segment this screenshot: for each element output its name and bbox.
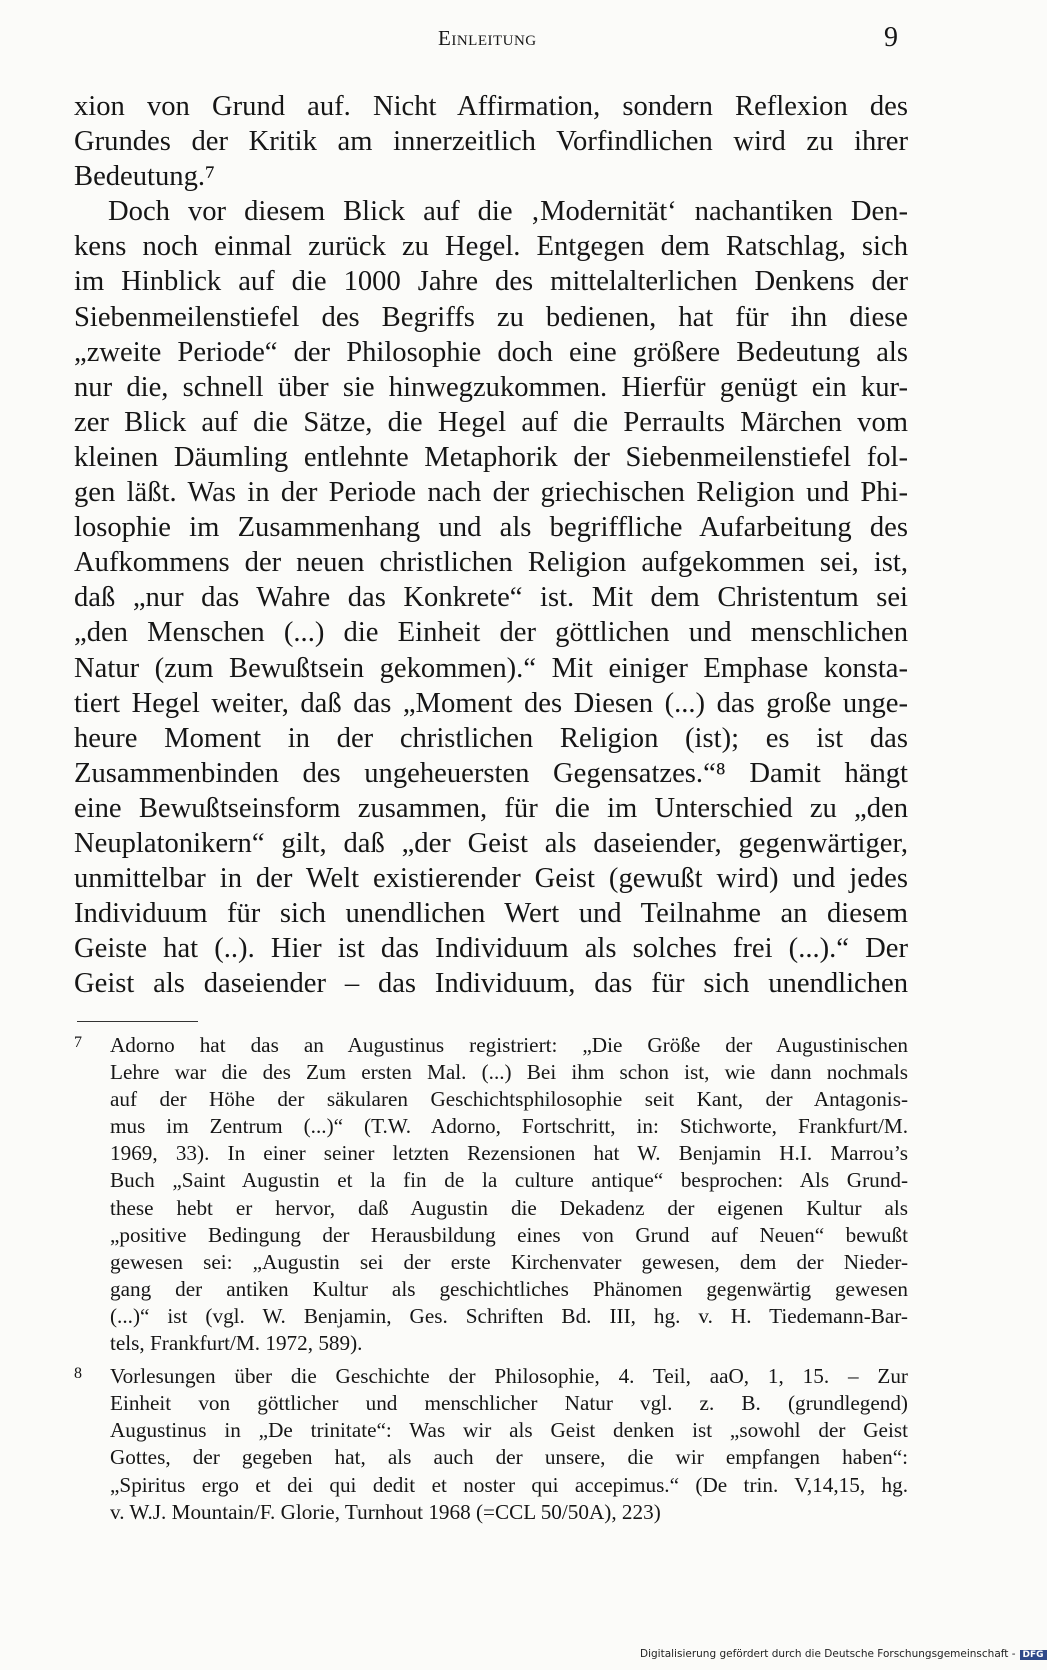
body-line: Zusammenbinden des ungeheuersten Gegensatzes.“⁸ Damit hängt — [74, 757, 908, 789]
body-line: Grundes der Kritik am innerzeitlich Vorfindlichen wird zu ihrer — [74, 126, 908, 158]
body-line: Bedeutung.⁷ — [74, 161, 216, 193]
footnote-line: (...)“ ist (vgl. W. Benjamin, Ges. Schriften Bd. III, hg. v. H. Tiedemann-Bar- — [110, 1303, 908, 1328]
footnote-line: Vorlesungen über die Geschichte der Philosophie, 4. Teil, aaO, 1, 15. – Zur — [110, 1364, 908, 1389]
footnote-number: 7 — [74, 1034, 82, 1051]
body-line: „zweite Periode“ der Philosophie doch eine größere Bedeutung als — [74, 336, 908, 368]
body-line: Natur (zum Bewußtsein gekommen).“ Mit einiger Emphase konsta- — [74, 652, 908, 684]
footnote-line: Augustinus in „De trinitate“: Was wir als Geist denken ist „sowohl der Geist — [110, 1418, 908, 1443]
footnote-line: gang der antiken Kultur als geschichtliches Phänomen gegenwärtig gewesen — [110, 1276, 908, 1301]
footnote-line: Buch „Saint Augustin et la fin de la culture antique“ besprochen: Als Grund- — [110, 1168, 908, 1193]
running-head: Einleitung — [438, 26, 537, 50]
body-line: zer Blick auf die Sätze, die Hegel auf die Perraults Märchen vom — [74, 406, 908, 438]
footnote-number: 8 — [74, 1365, 82, 1383]
body-line: kleinen Däumling entlehnte Metaphorik der Siebenmeilenstiefel fol- — [74, 441, 908, 473]
body-line: eine Bewußtseinsform zusammen, für die im Unterschied zu „den — [74, 792, 908, 824]
footnote-line: tels, Frankfurt/M. 1972, 589). — [110, 1331, 363, 1356]
body-line: Aufkommens der neuen christlichen Religion aufgekommen sei, ist, — [74, 547, 908, 579]
footnote-line: these hebt er hervor, daß Augustin die Dekadenz der eigenen Kultur als — [110, 1195, 908, 1220]
body-text — [74, 89, 908, 1001]
footnote-line: Gottes, der gegeben hat, als auch der unsere, die wir empfangen haben“: — [110, 1445, 908, 1470]
dfg-logo-icon: DFG — [1020, 1650, 1047, 1660]
body-line: Neuplatonikern“ gilt, daß „der Geist als daseiender, gegenwärtiger, — [74, 827, 908, 859]
footnote-8 — [74, 1363, 908, 1526]
page-number: 9 — [884, 22, 898, 53]
footnote-separator — [77, 1021, 198, 1022]
body-line: xion von Grund auf. Nicht Affirmation, sondern Reflexion des — [74, 91, 908, 122]
body-line: nur die, schnell über sie hinwegzukommen. Hierfür genügt ein kur- — [74, 371, 908, 403]
footnote-line: 1969, 33). In einer seiner letzten Rezensionen hat W. Benjamin H.I. Marrou’s — [110, 1141, 908, 1166]
body-line: Geist als daseiender – das Individuum, das für sich unendlichen — [74, 968, 908, 1000]
body-line: gen läßt. Was in der Periode nach der griechischen Religion und Phi- — [74, 477, 908, 509]
body-line: Geiste hat (..). Hier ist das Individuum als solches frei (...).“ Der — [74, 933, 908, 965]
footnote-line: Lehre war die des Zum ersten Mal. (...) Bei ihm schon ist, wie dann nochmals — [110, 1060, 908, 1085]
body-line: Siebenmeilenstiefel des Begriffs zu bedienen, hat für ihn diese — [74, 301, 908, 333]
footnote-line: gewesen sei: „Augustin sei der erste Kirchenvater gewesen, dem der Nieder- — [110, 1249, 908, 1274]
body-line: heure Moment in der christlichen Religion (ist); es ist das — [74, 722, 908, 754]
footnotes — [74, 1032, 908, 1526]
footnote-line: auf der Höhe der säkularen Geschichtsphilosophie seit Kant, der Antagonis- — [110, 1087, 908, 1112]
footnote-line: „Spiritus ergo et dei qui dedit et noster qui accepimus.“ (De trin. V,14,15, hg. — [110, 1472, 908, 1497]
footer-text: Digitalisierung gefördert durch die Deutsche Forschungsgemeinschaft - — [640, 1648, 1016, 1660]
footnote-line: v. W.J. Mountain/F. Glorie, Turnhout 1968 (=CCL 50/50A), 223) — [110, 1499, 661, 1524]
digitization-footer — [640, 1648, 1047, 1660]
body-line: tiert Hegel weiter, daß das „Moment des Diesen (...) das große unge- — [74, 687, 908, 719]
body-line: Doch vor diesem Blick auf die ‚Modernität‘ nachantiken Den- — [108, 196, 908, 228]
body-line: im Hinblick auf die 1000 Jahre des mittelalterlichen Denkens der — [74, 266, 908, 298]
body-line: Individuum für sich unendlichen Wert und Teilnahme an diesem — [74, 898, 908, 930]
body-line: kens noch einmal zurück zu Hegel. Entgegen dem Ratschlag, sich — [74, 231, 908, 263]
body-line: „den Menschen (...) die Einheit der göttlichen und menschlichen — [74, 617, 908, 649]
footnote-line: „positive Bedingung der Herausbildung eines von Grund auf Neuen“ bewußt — [110, 1222, 908, 1247]
footnote-line: mus im Zentrum (...)“ (T.W. Adorno, Fortschritt, in: Stichworte, Frankfurt/M. — [110, 1114, 908, 1139]
footnote-7 — [74, 1032, 908, 1357]
body-line: unmittelbar in der Welt existierender Geist (gewußt wird) und jedes — [74, 863, 908, 895]
body-line: losophie im Zusammenhang und als begriffliche Aufarbeitung des — [74, 512, 908, 544]
footnote-line: Einheit von göttlicher und menschlicher Natur vgl. z. B. (grundlegend) — [110, 1391, 908, 1416]
footnote-line: Adorno hat das an Augustinus registriert: „Die Größe der Augustinischen — [110, 1033, 908, 1057]
body-line: daß „nur das Wahre das Konkrete“ ist. Mit dem Christentum sei — [74, 582, 908, 614]
